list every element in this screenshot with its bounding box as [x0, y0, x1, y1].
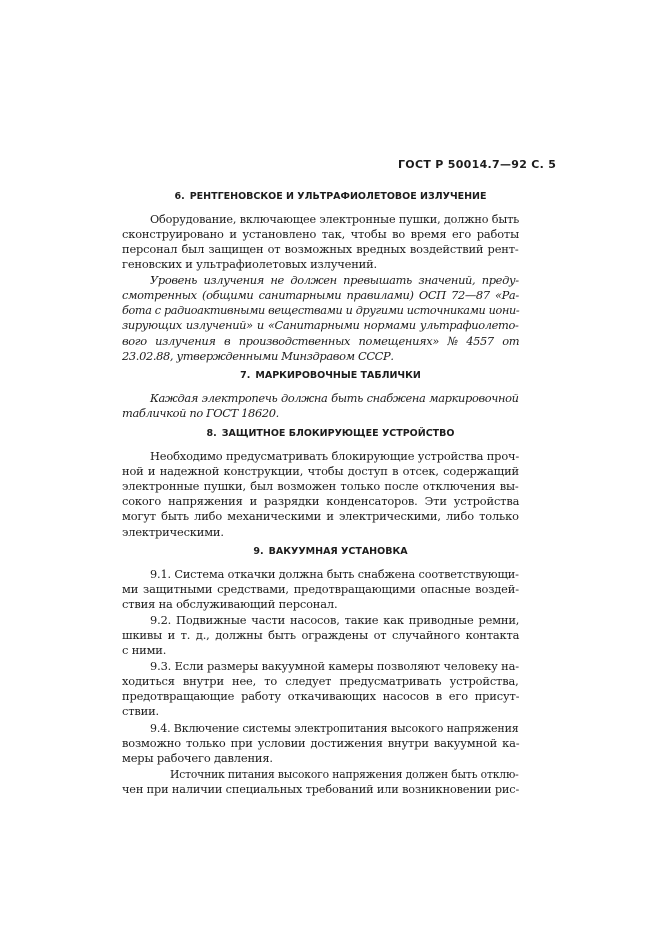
body-text-line: смотренных (общими санитарными правилами) ОСП 72—87 «Ра- — [122, 288, 519, 302]
body-text-line: Необходимо предусматривать блокирующие устройства проч- — [150, 449, 520, 463]
body-text-line: ходиться внутри нее, то следует предусматривать устройства, — [122, 674, 519, 688]
page-header: ГОСТ Р 50014.7—92 С. 5 — [398, 158, 557, 171]
body-text-line: 23.02.88, утвержденными Минздравом СССР. — [122, 349, 394, 363]
section-heading — [0, 428, 661, 439]
body-text-line: сокого напряжения и разрядки конденсаторов. Эти устройства — [122, 494, 520, 508]
body-text-line: 9.4. Включение системы электропитания высокого напряжения — [150, 721, 519, 735]
body-text-line: Оборудование, включающее электронные пушки, должно быть — [150, 212, 520, 226]
body-text-line: могут быть либо механическими и электрическими, либо только — [122, 509, 519, 523]
section-number: 9. — [253, 546, 264, 557]
section-number: 6. — [174, 191, 185, 202]
section-heading — [0, 546, 661, 557]
section-title: МАРКИРОВОЧНЫЕ ТАБЛИЧКИ — [255, 370, 421, 381]
body-text-line: ной и надежной конструкции, чтобы доступ в отсек, содержащий — [122, 464, 519, 478]
body-text-line: Уровень излучения не должен превышать значений, преду- — [150, 273, 519, 287]
body-text-line: Каждая электропечь должна быть снабжена маркировочной — [150, 391, 519, 405]
section-number: 8. — [206, 428, 217, 439]
body-text-line: возможно только при условии достижения внутри вакуумной ка- — [122, 736, 520, 750]
body-text-line: персонал был защищен от возможных вредных воздействий рент- — [122, 242, 519, 256]
body-text-line: 9.1. Система откачки должна быть снабжена соответствующи- — [150, 567, 519, 581]
body-text-line: вого излучения в производственных помещениях» № 4557 от — [122, 334, 520, 348]
body-text-line: геновских и ультрафиолетовых излучений. — [122, 257, 378, 271]
section-heading — [0, 191, 661, 202]
body-text-line: бота с радиоактивными веществами и другими источниками иони- — [122, 303, 520, 317]
body-text-line: 9.3. Если размеры вакуумной камеры позволяют человеку на- — [150, 659, 519, 673]
body-text-line: шкивы и т. д., должны быть ограждены от случайного контакта — [122, 628, 520, 642]
body-text-line: 9.2. Подвижные части насосов, такие как приводные ремни, — [150, 613, 520, 627]
body-text-line: электронные пушки, был возможен только после отключения вы- — [122, 479, 519, 493]
section-number: 7. — [240, 370, 251, 381]
body-text-line: меры рабочего давления. — [122, 751, 273, 765]
body-text-line: ствия на обслуживающий персонал. — [122, 597, 338, 611]
body-text-line: Источник питания высокого напряжения должен быть отклю- — [170, 767, 519, 781]
body-text-line: сконструировано и установлено так, чтобы во время его работы — [122, 227, 519, 241]
section-title: ЗАЩИТНОЕ БЛОКИРУЮЩЕЕ УСТРОЙСТВО — [221, 428, 455, 439]
section-heading — [0, 370, 661, 381]
body-text-line: предотвращающие работу откачивающих насосов в его присут- — [122, 689, 520, 703]
body-text-line: зирующих излучений» и «Санитарными нормами ультрафиолето- — [122, 318, 519, 332]
body-text-line: ми защитными средствами, предотвращающими опасные воздей- — [122, 582, 519, 596]
body-text-line: чен при наличии специальных требований или возникновении рис- — [122, 782, 520, 796]
body-text-line: электрическими. — [122, 525, 224, 539]
section-title: ВАКУУМНАЯ УСТАНОВКА — [268, 546, 408, 557]
section-title: РЕНТГЕНОВСКОЕ И УЛЬТРАФИОЛЕТОВОЕ ИЗЛУЧЕНИЕ — [189, 191, 487, 202]
body-text-line: табличкой по ГОСТ 18620. — [122, 406, 279, 420]
body-text-line: с ними. — [122, 643, 167, 657]
body-text-line: ствии. — [122, 704, 159, 718]
